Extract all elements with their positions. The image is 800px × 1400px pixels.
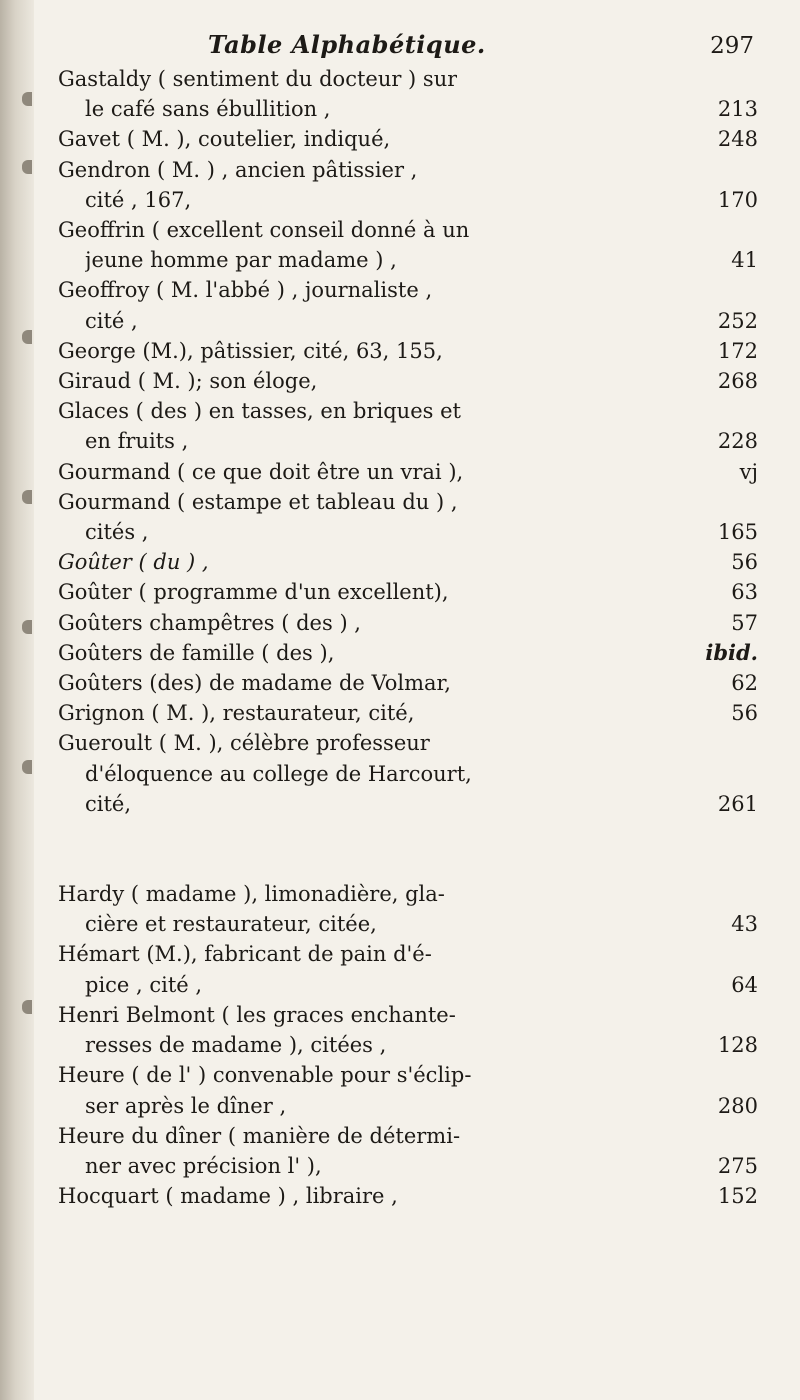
index-entry-line [58, 517, 758, 547]
index-entry-line [58, 698, 758, 728]
entry-text: cité , [85, 308, 138, 333]
section-gap [58, 819, 758, 877]
index-entry-line [58, 608, 758, 638]
page-reference: vj [739, 459, 758, 484]
index-entry-line [58, 245, 758, 275]
page-reference: 213 [717, 97, 758, 122]
index-entry-line [58, 155, 758, 185]
entry-text: Hémart (M.), fabricant de pain d'é- [58, 942, 432, 967]
index-entry-line [58, 879, 758, 909]
entry-text: Heure ( de l' ) convenable pour s'éclip- [58, 1063, 472, 1088]
index-entry-line [58, 1000, 758, 1030]
entry-text: Hardy ( madame ), limonadière, gla- [58, 882, 445, 907]
index-entry [58, 698, 758, 728]
entry-text: Henri Belmont ( les graces enchante- [58, 1002, 456, 1027]
entry-text: Goûters champêtres ( des ) , [58, 610, 361, 635]
index-entry [58, 668, 758, 698]
index-entry-line [58, 1181, 758, 1211]
page-reference: 152 [717, 1184, 758, 1209]
page-reference: 268 [717, 369, 758, 394]
index-entry-line [58, 668, 758, 698]
entry-text: Gourmand ( estampe et tableau du ) , [58, 489, 458, 514]
index-entry-line [58, 1060, 758, 1090]
book-page [58, 30, 758, 1211]
index-entry [58, 939, 758, 999]
index-entry [58, 275, 758, 335]
entry-text: cité, [85, 791, 132, 816]
page-reference: 56 [731, 701, 758, 726]
entry-text: cière et restaurateur, citée, [85, 912, 377, 937]
index-entry-line [58, 1121, 758, 1151]
index-entry-line [58, 939, 758, 969]
page-reference: 56 [731, 550, 758, 575]
index-entry [58, 879, 758, 939]
index-entry-line [58, 336, 758, 366]
page-reference: 252 [717, 308, 758, 333]
entry-text: George (M.), pâtissier, cité, 63, 155, [58, 338, 443, 363]
entry-text: pice , cité , [85, 972, 203, 997]
entry-text: cité , 167, [85, 187, 192, 212]
index-entry-line [58, 789, 758, 819]
book-spine-shadow [0, 0, 34, 1400]
entry-text: Gastaldy ( sentiment du docteur ) sur [58, 67, 458, 91]
entry-text: Gendron ( M. ) , ancien pâtissier , [58, 157, 418, 182]
entry-text: Geoffroy ( M. l'abbé ) , journaliste , [58, 278, 433, 303]
index-section-h [58, 879, 758, 1211]
spine-mark [22, 330, 32, 344]
index-entry-line [58, 638, 758, 668]
index-entry-line [58, 396, 758, 426]
entry-text: le café sans ébullition , [85, 97, 331, 122]
index-entry [58, 396, 758, 456]
index-entry [58, 1060, 758, 1120]
page-reference: 248 [717, 127, 758, 152]
entry-text: Gavet ( M. ), coutelier, indiqué, [58, 127, 391, 152]
index-entry-line [58, 275, 758, 305]
entry-text: Goûter ( du ) , [58, 550, 209, 575]
entry-text: ser après le dîner , [85, 1093, 287, 1118]
spine-mark [22, 490, 32, 504]
page-reference: ibid. [705, 639, 758, 665]
spine-mark [22, 760, 32, 774]
entry-text: Grignon ( M. ), restaurateur, cité, [58, 701, 415, 726]
entry-text: Goûters de famille ( des ), [58, 640, 335, 665]
index-entry [58, 1121, 758, 1181]
index-entry-line [58, 759, 758, 789]
index-entry-line [58, 215, 758, 245]
index-section-g [58, 64, 758, 819]
spine-mark [22, 1000, 32, 1014]
entry-text: Geoffrin ( excellent conseil donné à un [58, 218, 470, 243]
entry-text: Hocquart ( madame ) , libraire , [58, 1184, 398, 1209]
entry-text: en fruits , [85, 429, 189, 454]
index-entry-line [58, 909, 758, 939]
entry-text: Gourmand ( ce que doit être un vrai ), [58, 459, 464, 484]
index-entry-line [58, 457, 758, 487]
index-entry-line [58, 426, 758, 456]
index-entry-line [58, 185, 758, 215]
entry-text: Gueroult ( M. ), célèbre professeur [58, 731, 430, 756]
index-entry [58, 728, 758, 819]
index-entry-line [58, 728, 758, 758]
index-entry [58, 487, 758, 547]
entry-text: Glaces ( des ) en tasses, en briques et [58, 399, 461, 424]
index-entry [58, 608, 758, 638]
index-entry-line [58, 1091, 758, 1121]
spine-mark [22, 620, 32, 634]
page-reference: 172 [717, 338, 758, 363]
index-entry-line [58, 547, 758, 577]
index-entry [58, 366, 758, 396]
index-entry-line [58, 124, 758, 154]
index-entry [58, 547, 758, 577]
entry-text: ner avec précision l' ), [85, 1153, 322, 1178]
page-reference: 275 [717, 1153, 758, 1178]
page-reference: 41 [731, 248, 758, 273]
index-entry-line [58, 94, 758, 124]
page-title: Table Alphabétique. [208, 30, 486, 59]
page-reference: 63 [731, 580, 758, 605]
entry-text: Goûter ( programme d'un excellent), [58, 580, 449, 605]
index-entry-line [58, 306, 758, 336]
index-entry-line [58, 487, 758, 517]
page-reference: 43 [731, 912, 758, 937]
index-entry [58, 64, 758, 124]
spine-mark [22, 160, 32, 174]
page-reference: 165 [717, 520, 758, 545]
index-entry-line [58, 366, 758, 396]
index-entry-line [58, 1030, 758, 1060]
index-entry-line [58, 970, 758, 1000]
index-entry [58, 638, 758, 668]
entry-text: Goûters (des) de madame de Volmar, [58, 671, 451, 696]
page-reference: 280 [717, 1093, 758, 1118]
entry-text: Heure du dîner ( manière de détermi- [58, 1123, 461, 1148]
index-entry-line [58, 64, 758, 94]
page-reference: 57 [731, 610, 758, 635]
page-reference: 261 [717, 791, 758, 816]
page-reference: 128 [717, 1033, 758, 1058]
index-entry [58, 336, 758, 366]
index-entry [58, 577, 758, 607]
page-reference: 64 [731, 972, 758, 997]
index-entry-line [58, 577, 758, 607]
entry-text: cités , [85, 520, 149, 545]
page-reference: 170 [717, 187, 758, 212]
page-reference: 228 [717, 429, 758, 454]
index-entry [58, 1181, 758, 1211]
spine-mark [22, 92, 32, 106]
running-header [58, 30, 758, 62]
index-entry [58, 457, 758, 487]
index-entry [58, 155, 758, 215]
entry-text: resses de madame ), citées , [85, 1033, 387, 1058]
page-number: 297 [710, 33, 754, 59]
entry-text: Giraud ( M. ); son éloge, [58, 369, 318, 394]
index-entry-line [58, 1151, 758, 1181]
index-entry [58, 215, 758, 275]
index-entry [58, 1000, 758, 1060]
entry-text: jeune homme par madame ) , [85, 248, 397, 273]
entry-text: d'éloquence au college de Harcourt, [85, 761, 472, 786]
index-entry [58, 124, 758, 154]
page-reference: 62 [731, 671, 758, 696]
